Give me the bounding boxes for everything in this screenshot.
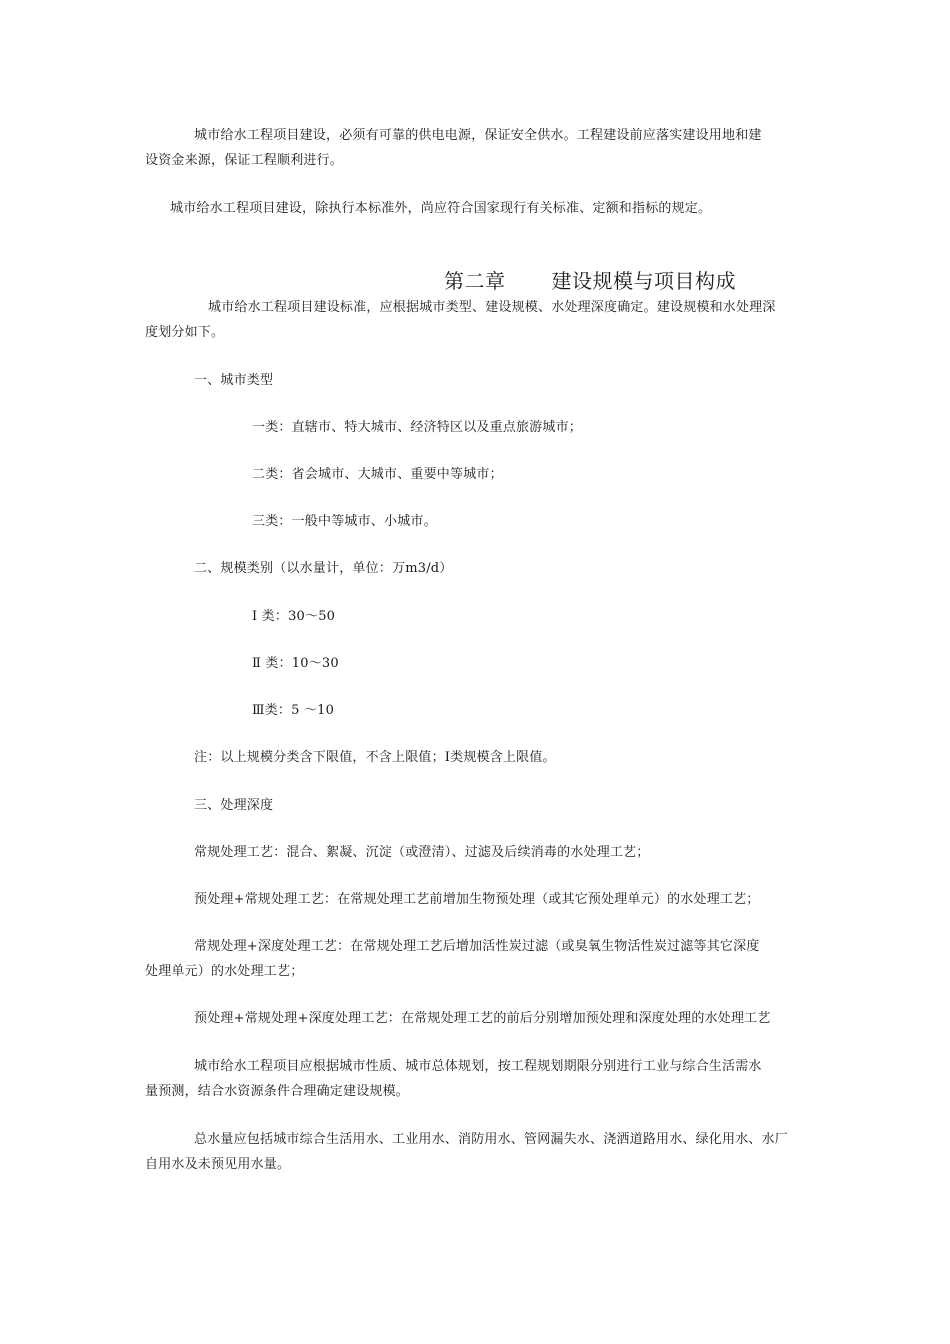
city-type-item: 一类：直辖市、特大城市、经济特区以及重点旅游城市； [252, 420, 583, 435]
scale-note: 注：以上规模分类含下限值，不含上限值；I类规模含上限值。 [194, 750, 556, 765]
closing-paragraph-2-line-2: 自用水及未预见用水量。 [145, 1157, 291, 1172]
intro-paragraph-1-line-1: 城市给水工程项目建设，必须有可靠的供电电源，保证安全供水。工程建设前应落实建设用地和建 [194, 128, 762, 143]
scale-item: Ⅲ类：5 ～10 [252, 703, 335, 718]
closing-paragraph-1-line-1: 城市给水工程项目应根据城市性质、城市总体规划，按工程规划期限分别进行工业与综合生活需水 [194, 1059, 762, 1074]
city-type-item: 三类：一般中等城市、小城市。 [252, 514, 437, 529]
city-types-heading: 一、城市类型 [194, 373, 274, 388]
city-type-item: 二类：省会城市、大城市、重要中等城市； [252, 467, 503, 482]
chapter-intro-line-2: 度划分如下。 [145, 325, 225, 340]
depth-heading: 三、处理深度 [194, 798, 274, 813]
depth-item-full: 预处理+常规处理+深度处理工艺：在常规处理工艺的前后分别增加预处理和深度处理的水处理工艺 [194, 1011, 771, 1026]
depth-item-pretreatment: 预处理+常规处理工艺：在常规处理工艺前增加生物预处理（或其它预处理单元）的水处理工艺； [194, 892, 760, 907]
intro-paragraph-1-line-2: 设资金来源，保证工程顺利进行。 [145, 153, 344, 168]
chapter-intro-line-1: 城市给水工程项目建设标准，应根据城市类型、建设规模、水处理深度确定。建设规模和水处理深 [208, 300, 776, 315]
chapter-number: 第二章 [444, 269, 506, 293]
chapter-heading [444, 267, 736, 295]
intro-paragraph-2: 城市给水工程项目建设，除执行本标准外，尚应符合国家现行有关标准、定额和指标的规定。 [170, 201, 712, 216]
scale-item: Ⅰ 类：30～50 [252, 609, 336, 624]
depth-item-conventional: 常规处理工艺：混合、絮凝、沉淀（或澄清）、过滤及后续消毒的水处理工艺； [194, 845, 650, 860]
scale-item: Ⅱ 类：10～30 [252, 656, 339, 671]
scale-heading: 二、规模类别（以水量计，单位：万m3/d） [194, 561, 453, 576]
closing-paragraph-1-line-2: 量预测，结合水资源条件合理确定建设规模。 [145, 1084, 410, 1099]
depth-item-advanced-line-2: 处理单元）的水处理工艺； [145, 964, 304, 979]
chapter-title: 建设规模与项目构成 [551, 269, 736, 293]
depth-item-advanced-line-1: 常规处理+深度处理工艺：在常规处理工艺后增加活性炭过滤（或臭氧生物活性炭过滤等其它深度 [194, 939, 760, 954]
closing-paragraph-2-line-1: 总水量应包括城市综合生活用水、工业用水、消防用水、管网漏失水、浇洒道路用水、绿化用水、水厂 [194, 1132, 789, 1147]
